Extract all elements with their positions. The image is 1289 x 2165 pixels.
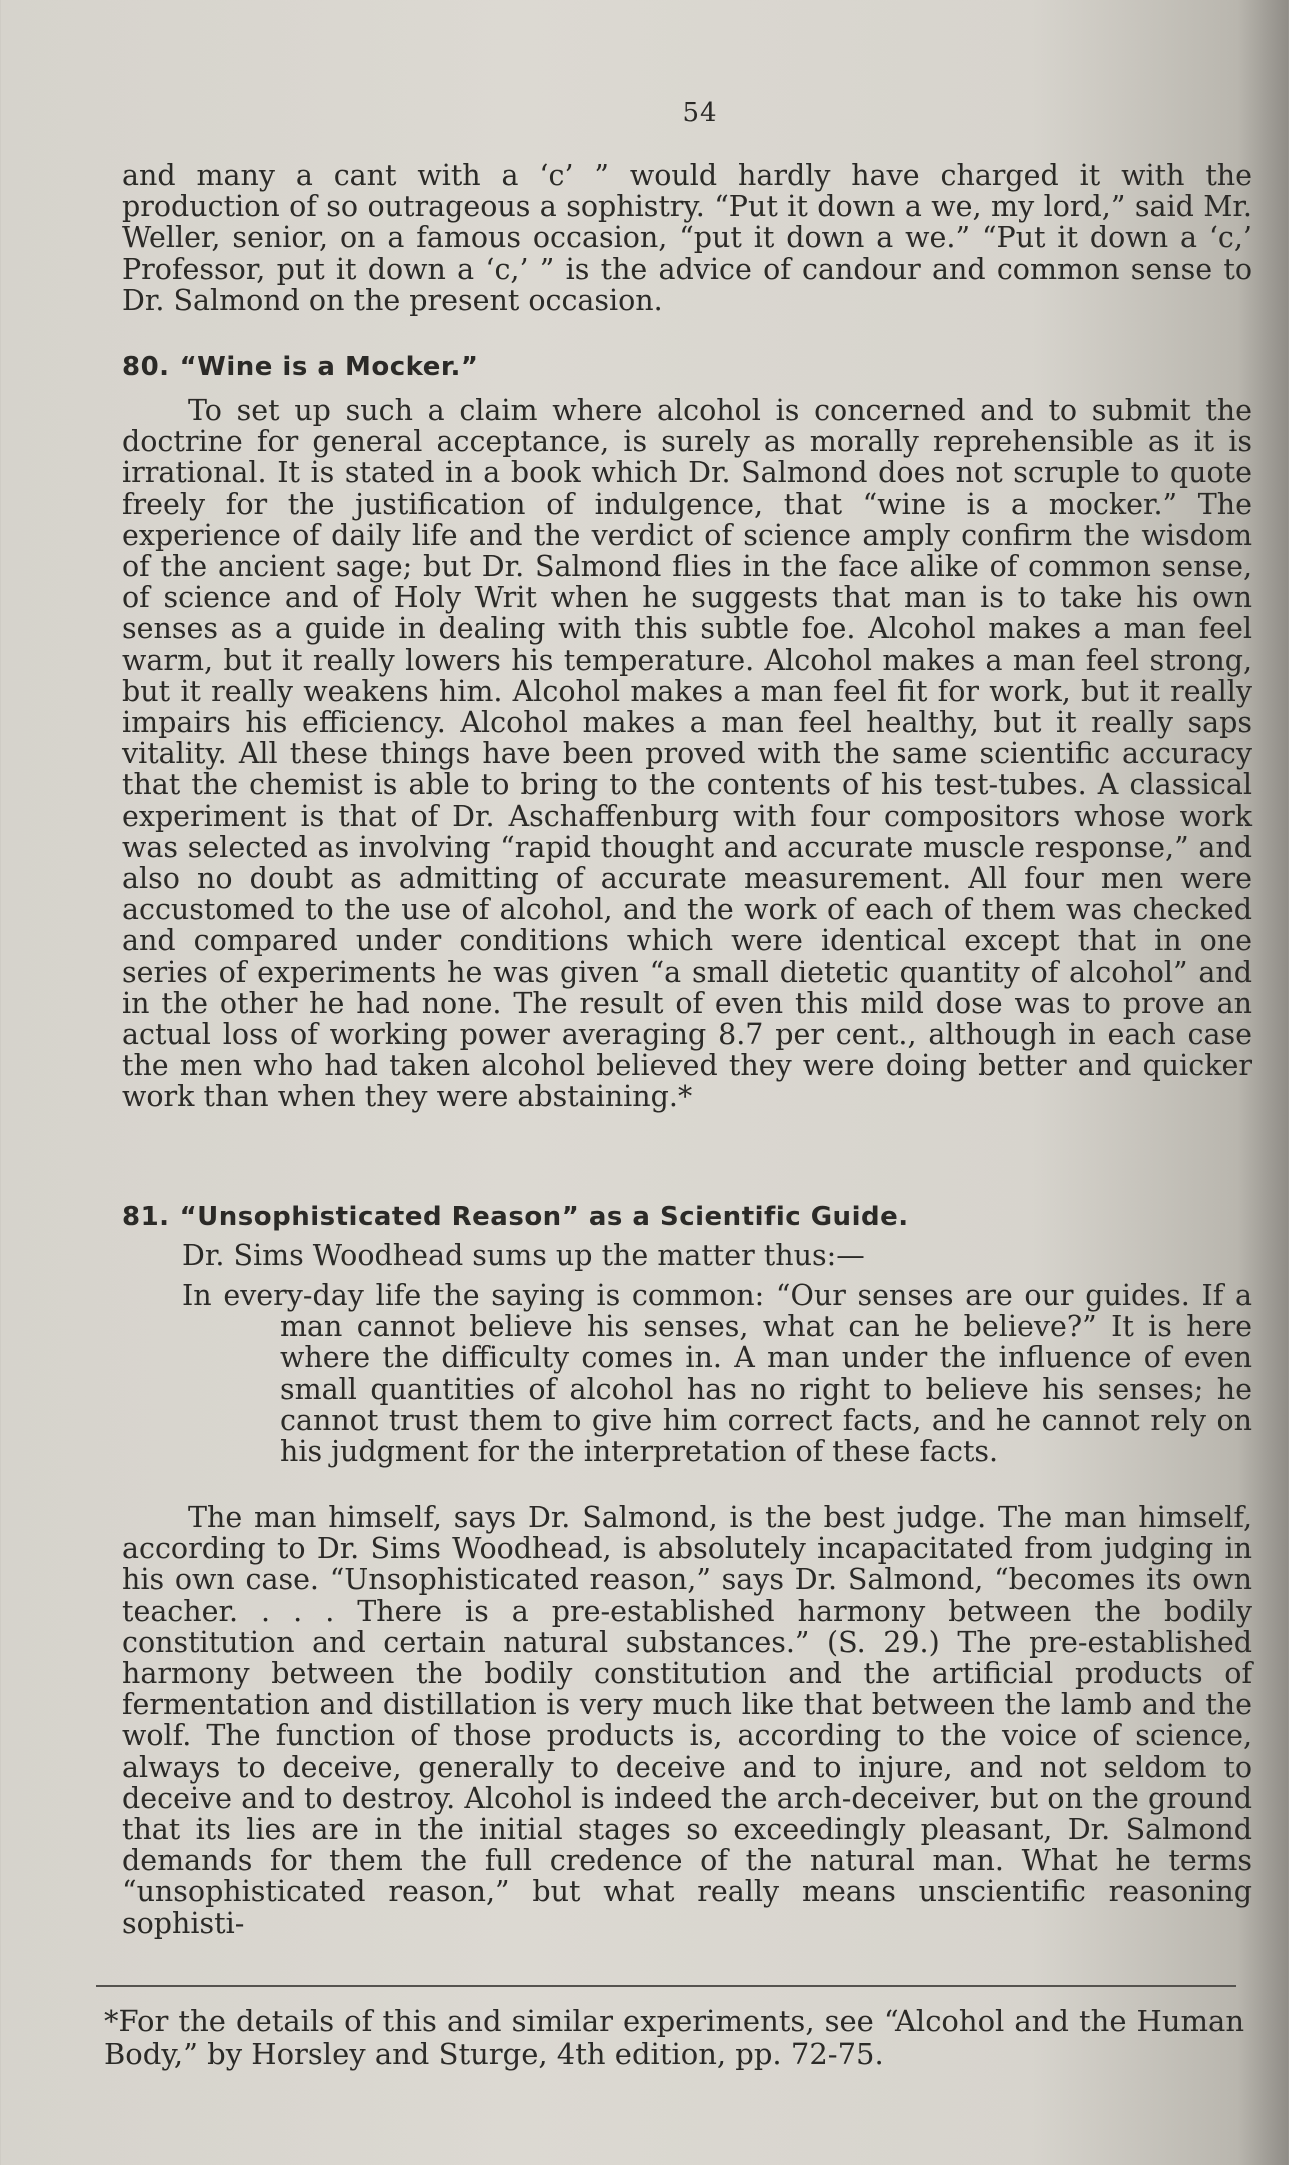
intro-paragraph [122,160,1252,316]
section-80-body [122,395,1252,1113]
footnote: *For the details of this and similar experiments, see “Alcohol and the Human Body,” by Horsley and Sturge, 4th edition, pp. 72-75. [104,2004,1244,2071]
section-81-body [122,1502,1252,1939]
section-80-paragraph: To set up such a claim where alcohol is concerned and to submit the doctrine for general acceptance, is surely as morally reprehensible as it is irrational. It is stated in a book which Dr. Salmond does not scruple to quote freely for the justification of indulgence, that “wine is a mocker.” The experience of daily life and the verdict of science amply confirm the wisdom of the ancient sage; but Dr. Salmond flies in the face alike of common sense, of science and of Holy Writ when he suggests that man is to take his own senses as a guide in dealing with this subtle foe. Alcohol makes a man feel warm, but it really lowers his temperature. Alcohol makes a man feel strong, but it really weakens him. Alcohol makes a man feel fit for work, but it really impairs his efficiency. Alcohol makes a man feel healthy, but it really saps vitality. All these things have been proved with the same scientific accuracy that the chemist is able to bring to the contents of his test-tubes. A classical experiment is that of Dr. Aschaffenburg with four compositors whose work was selected as involving “rapid thought and accurate muscle response,” and also no doubt as admitting of accurate measurement. All four men were accustomed to the use of alcohol, and the work of each of them was checked and compared under conditions which were identical except that in one series of experiments he was given “a small dietetic quantity of alcohol” and in the other he had none. The result of even this mild dose was to prove an actual loss of working power averaging 8.7 per cent., although in each case the men who had taken alcohol believed they were doing better and quicker work than when they were abstaining.* [122,394,1252,1114]
section-80-number: 80. [122,352,170,382]
footnote-divider [96,1985,1236,1987]
section-81-paragraph: The man himself, says Dr. Salmond, is the best judge. The man himself, according to Dr. Sims Woodhead, is absolutely incapacitated from judging in his own case. “Unsophisticated reason,” says Dr. Salmond, “becomes its own teacher. . . . There is a pre-established harmony between the bodily constitution and certain natural substances.” (S. 29.) The pre-established harmony between the bodily constitution and the artificial products of fermentation and distillation is very much like that between the lamb and the wolf. The function of those products is, according to the voice of science, always to deceive, generally to deceive and to injure, and not seldom to deceive and to destroy. Alcohol is indeed the arch-deceiver, but on the ground that its lies are in the initial stages so exceedingly pleasant, Dr. Salmond demands for them the full credence of the natural man. What he terms “unsophisticated reason,” but what really means unscientific reasoning sophisti- [122,1501,1252,1940]
section-81-number: 81. [122,1202,170,1232]
intro-text: and many a cant with a ‘c’ ” would hardly have charged it with the production of so outrageous a sophistry. “Put it down a we, my lord,” said Mr. Weller, senior, on a famous occasion, “put it down a we.” “Put it down a ‘c,’ Professor, put it down a ‘c,’ ” is the advice of candour and common sense to Dr. Salmond on the present occasion. [122,159,1252,317]
section-80-title: “Wine is a Mocker.” [179,352,479,382]
section-81-lead: Dr. Sims Woodhead sums up the matter thus:— [182,1239,865,1272]
section-81-title: “Unsophisticated Reason” as a Scientific Guide. [179,1202,909,1232]
woodhead-quote: In every-day life the saying is common: “Our senses are our guides. If a man cannot believe his senses, what can he believe?” It is here where the difficulty comes in. A man under the influence of even small quantities of alcohol has no right to believe his senses; he cannot trust them to give him correct facts, and he cannot rely on his judgment for the interpretation of these facts. [182,1279,1252,1469]
section-81-heading [122,1202,1252,1232]
page-number: 54 [682,98,718,128]
section-80-heading [122,352,1252,382]
